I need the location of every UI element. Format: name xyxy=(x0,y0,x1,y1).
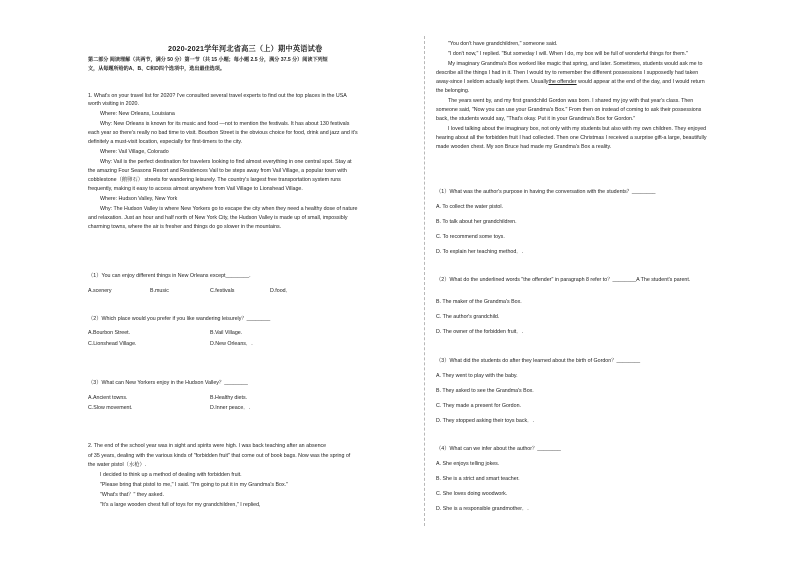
passage-2-line: The years went by, and my first grandchild Gordon was born. I shared my joy with that year's class. Then xyxy=(448,98,694,104)
instruction-line-2: 文，从每题所给的A、B、C和D四个选项中，选出最佳选项。 xyxy=(88,66,225,72)
option: C. She loves doing woodwork. xyxy=(436,491,508,497)
option: D. To explain her teaching method．. xyxy=(436,249,524,255)
column-divider xyxy=(424,36,425,526)
passage-2-line: away-since I seldom actually kept them. Usuallythe offender would appear at the end of the day, and I would return xyxy=(436,79,705,85)
question-stem: （1）What was the author's purpose in having the conversation with the students？________ xyxy=(436,189,656,195)
option: A.Bourbon Street. xyxy=(88,330,131,336)
option: B. The maker of the Grandma's Box. xyxy=(436,299,522,305)
passage-1-line: cobblestone（鹅卵石） streets for wandering leisurely. The country's largest free transportation system runs xyxy=(88,177,341,183)
question-stem: （2）What do the underlined words "the offender" in paragraph 8 refer to？________A The student's parent. xyxy=(436,277,691,283)
passage-1-line: each year so there's really no bad time to visit. Bourbon Street is the obvious choice for food, drink and jazz and it's xyxy=(88,130,358,136)
option: B.Vail Village. xyxy=(210,330,243,336)
passage-2-line: "Please bring that pistol to me," I said. "I'm going to put it in my Grandma's Box." xyxy=(100,482,288,488)
option: C.festivals xyxy=(210,288,235,294)
passage-2-line: the belonging. xyxy=(436,88,470,94)
passage-2-line: someone said, "Now you can use your Grandma's Box." From then on instead of coming to ask their possessions xyxy=(436,107,702,113)
option: C. They made a present for Gordon. xyxy=(436,403,521,409)
option: B.Healthy diets. xyxy=(210,395,248,401)
option: D.New Orleans．. xyxy=(210,341,253,347)
passage-2-line: 2. The end of the school year was in sight and spirits were high. I was back teaching after an absence xyxy=(88,443,327,449)
option: A. They went to play with the baby. xyxy=(436,373,518,379)
passage-1-line: Why: New Orleans is known for its music and food —not to mention the festivals. It has about 130 festivals xyxy=(100,121,350,127)
option: C.Slow movement. xyxy=(88,405,133,411)
passage-2-line: I loved talking about the imaginary box, not only with my students but also with my own children. They enjoyed xyxy=(448,126,707,132)
underlined-the-offender: the offender xyxy=(548,79,577,85)
question-stem: （3）What did the students do after they learned about the birth of Gordon？________ xyxy=(436,358,641,364)
passage-1-line: Why: Vail is the perfect destination for travelers looking to find almost everything in one central spot. Stay at xyxy=(100,159,352,165)
option: B.music xyxy=(150,288,169,294)
passage-2-line: back, the students would say, "That's okay. Put it in your Grandma's Box for Gordon." xyxy=(436,116,636,122)
option: B. They asked to see the Grandma's Box. xyxy=(436,388,534,394)
passage-2-line: hearing about all the forbidden fruit I had collected. Then one Christmas I received a surprise gift-a large, beautifully xyxy=(436,135,707,141)
option: C. The author's grandchild. xyxy=(436,314,500,320)
passage-2-line: "What's that？" they asked. xyxy=(100,492,164,498)
option: D. She is a responsible grandmother．. xyxy=(436,506,529,512)
question-stem: （2）Which place would you prefer if you like wandering leisurely？________ xyxy=(88,316,271,322)
passage-1-line: Why: The Hudson Valley is where New Yorkers go to escape the city when they need a healthy dose of nature xyxy=(100,206,358,212)
passage-2-line: of 35 years, dealing with the various kinds of "forbidden fruit" that come out of book bags. Now was the spring of xyxy=(88,453,351,459)
option: D.food． xyxy=(270,288,291,294)
option: A. She enjoys telling jokes. xyxy=(436,461,500,467)
option: C. To recommend some toys. xyxy=(436,234,505,240)
instruction-line-1: 第二部分 阅读理解（共两节，满分 50 分）第一节（共 15 小题；每小题 2.5 分，满分 37.5 分）阅读下列短 xyxy=(88,57,328,63)
option: A. To collect the water pistol. xyxy=(436,204,504,210)
passage-1-line: Where: Hudson Valley, New York xyxy=(100,196,178,202)
passage-2-line: "It's a large wooden chest full of toys for my grandchildren," I replied, xyxy=(100,502,261,508)
passage-2-line: My imaginary Grandma's Box worked like magic that spring, and later. Sometimes, students would ask me to xyxy=(448,61,703,67)
question-stem: （4）What can we infer about the author？________ xyxy=(436,446,561,452)
passage-2-line: "You don't have grandchildren," someone said. xyxy=(448,41,558,47)
passage-2-line: I decided to think up a method of dealing with forbidden fruit. xyxy=(100,472,242,478)
option: B. To talk about her grandchildren. xyxy=(436,219,517,225)
option: C.Lionshead Village. xyxy=(88,341,137,347)
option: A.scenery xyxy=(88,288,112,294)
passage-2-line: the water pistol（水枪）. xyxy=(88,462,147,468)
option: D. They stopped asking their toys back．. xyxy=(436,418,534,424)
passage-1-line: and relaxation. Just an hour and half north of New York City, the Hudson Valley is made up of small, impossibly xyxy=(88,215,348,221)
passage-2-line: "I don't now," I replied. "But someday I will. When I do, my box will be full of wonderful things for them." xyxy=(448,51,688,57)
passage-1-line: the amazing Four Seasons Resort and Residences Vail to be steps away from Vail Village, a popular town with xyxy=(88,168,347,174)
passage-1-line: frequently, making it easy to access almost anywhere from Vail Village to Lionshead Village. xyxy=(88,186,303,192)
option: D. The owner of the forbidden fruit．. xyxy=(436,329,524,335)
passage-1-line: charming towns, where the air is fresher and things do go slower in the mountains. xyxy=(88,224,282,230)
passage-1-line: 1. What's on your travel list for 2020? I've consulted several travel experts to find out the top places in the USA xyxy=(88,93,347,99)
passage-2-line: describe all the things I had in it. Then I would try to remember the different possessions I supposedly had taken xyxy=(436,70,699,76)
passage-1-line: Where: Vail Village, Colorado xyxy=(100,149,169,155)
passage-1-line: definitely a must-visit location, especially for first-timers to the city. xyxy=(88,139,243,145)
passage-2-line: made wooden chest. My son Bruce had made my Grandma's Box a reality. xyxy=(436,144,612,150)
option: A.Ancient towns. xyxy=(88,395,128,401)
passage-1-line: Where: New Orleans, Louisiana xyxy=(100,111,175,117)
question-stem: （1）You can enjoy different things in New Orleans except________. xyxy=(88,273,251,279)
passage-1-line: worth visiting in 2020. xyxy=(88,101,139,107)
question-stem: （3）What can New Yorkers enjoy in the Hudson Valley？________ xyxy=(88,380,248,386)
option: B. She is a strict and smart teacher. xyxy=(436,476,520,482)
option: D.Inner peace．. xyxy=(210,405,251,411)
page-title: 2020-2021学年河北省高三（上）期中英语试卷 xyxy=(168,44,323,53)
